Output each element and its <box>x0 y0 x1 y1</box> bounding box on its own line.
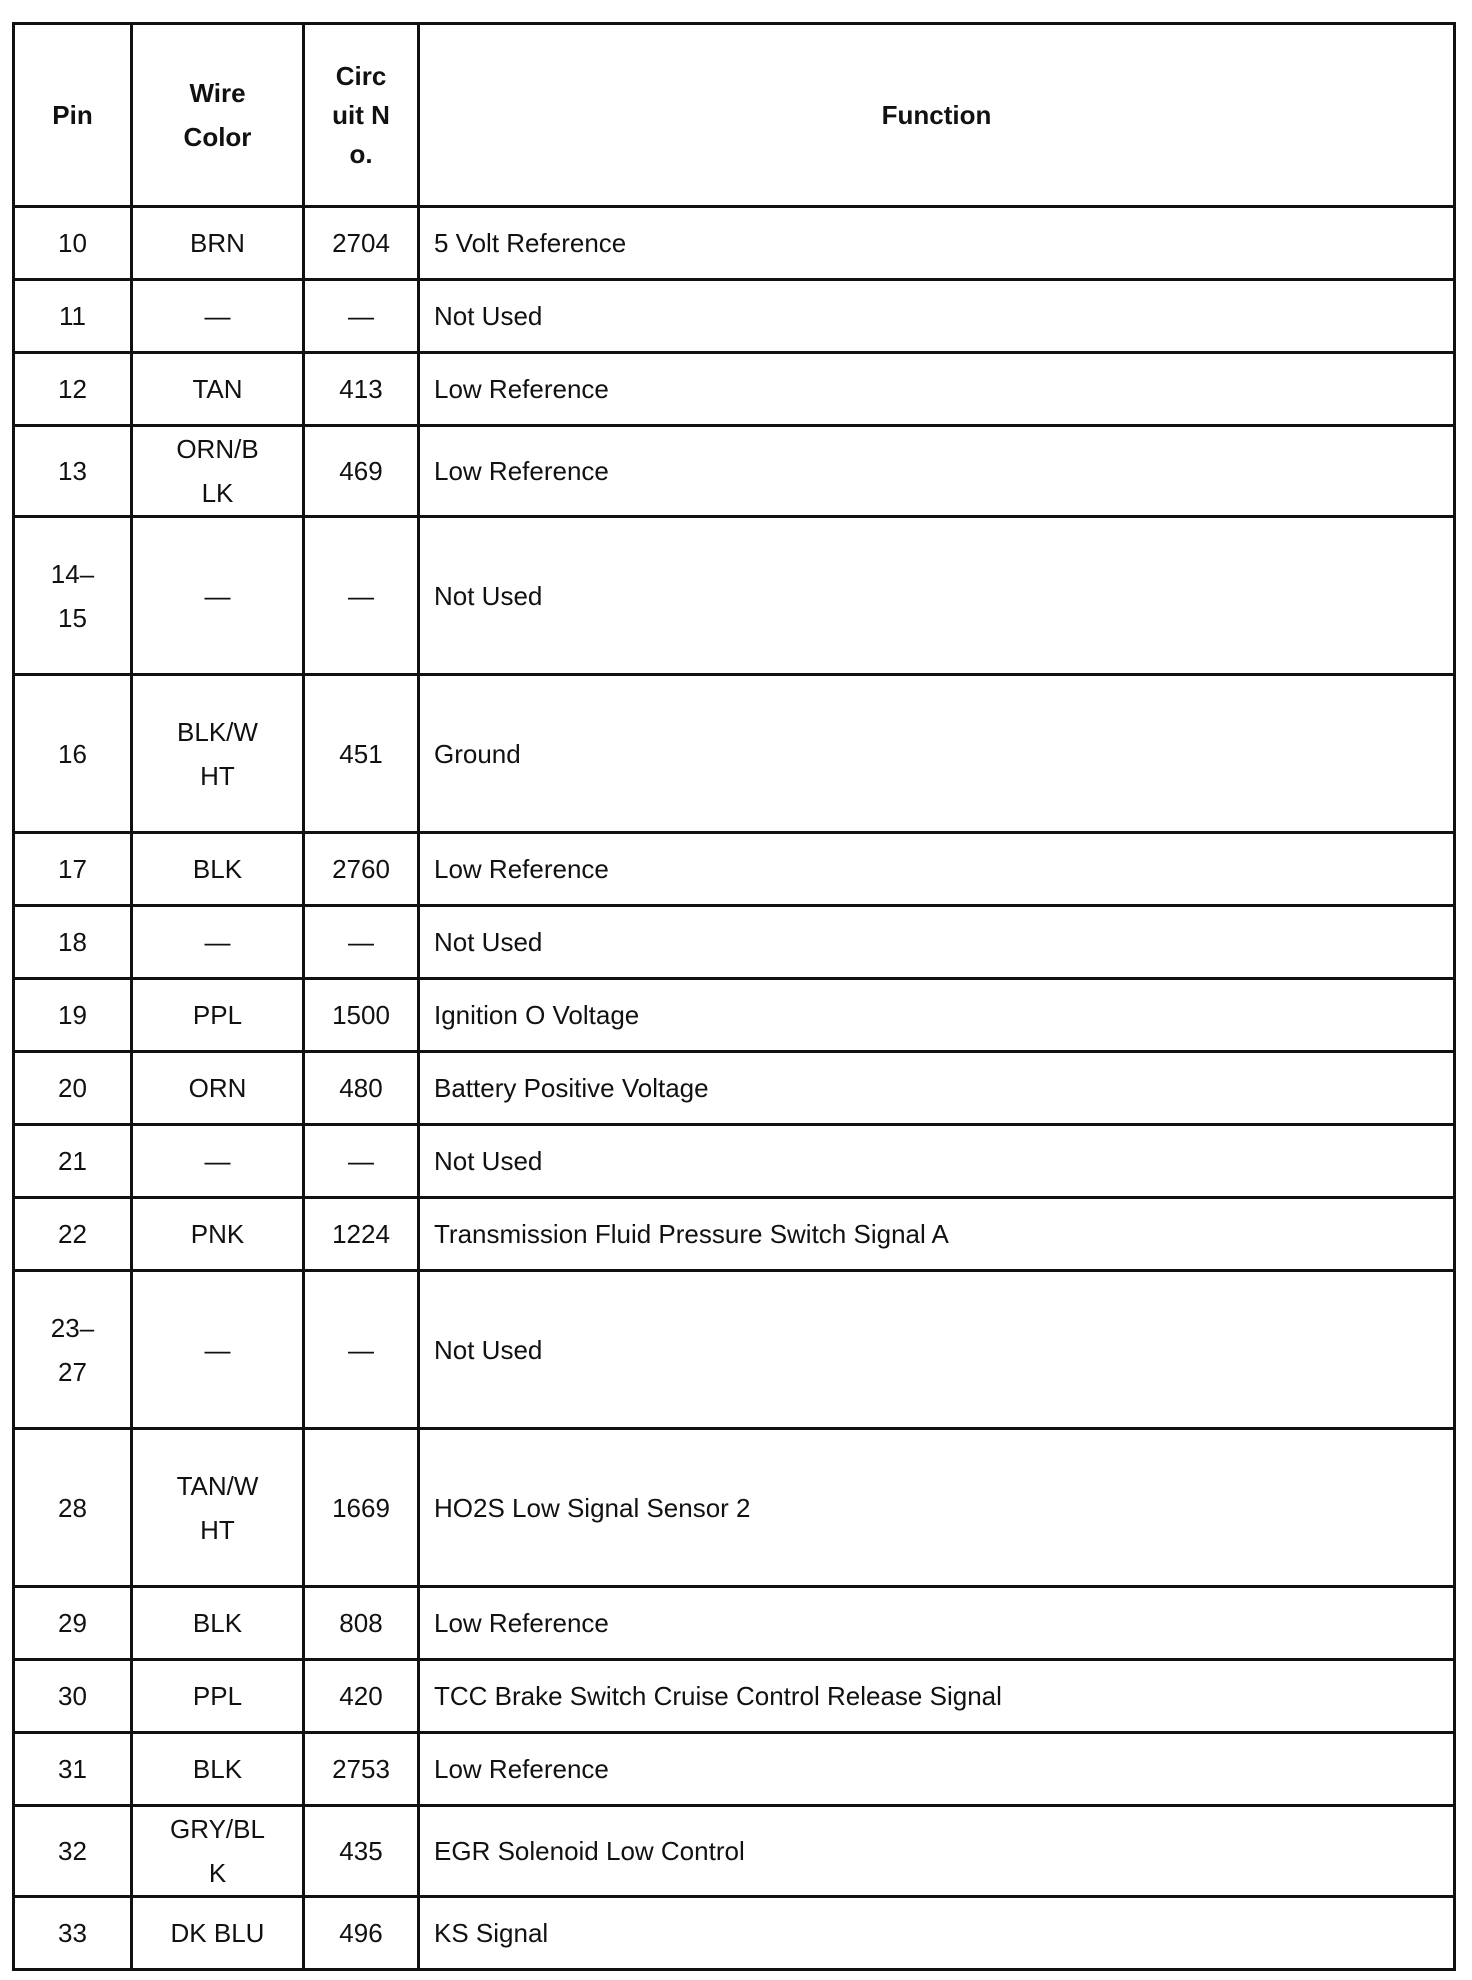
wire-color-value: BLK/WHT <box>177 716 258 791</box>
wire-color-value: — <box>204 927 231 957</box>
wire-color-cell <box>132 1271 304 1429</box>
pin-value: 23–27 <box>50 1312 95 1387</box>
table-row <box>14 1429 1455 1587</box>
function-cell: Low Reference <box>419 1733 1455 1806</box>
header-circuit-no-label: Circuit No. <box>332 60 390 169</box>
pin-cell <box>14 979 132 1052</box>
wire-color-cell <box>132 426 304 517</box>
pin-cell <box>14 833 132 906</box>
circuit-no-cell: 480 <box>304 1052 419 1125</box>
wire-color-cell <box>132 353 304 426</box>
circuit-no-cell: 2753 <box>304 1733 419 1806</box>
pin-value: 16 <box>58 738 87 769</box>
pin-cell <box>14 426 132 517</box>
circuit-no-cell: 451 <box>304 675 419 833</box>
table-header-row <box>14 24 1455 207</box>
table-row <box>14 280 1455 353</box>
function-cell: KS Signal <box>419 1897 1455 1970</box>
table-row <box>14 1052 1455 1125</box>
header-function: Function <box>419 24 1455 207</box>
table-body <box>14 207 1455 1970</box>
circuit-no-cell: 435 <box>304 1806 419 1897</box>
wire-color-cell <box>132 1587 304 1660</box>
wire-color-cell <box>132 675 304 833</box>
circuit-no-cell: 413 <box>304 353 419 426</box>
function-cell: Low Reference <box>419 353 1455 426</box>
function-cell: Ignition O Voltage <box>419 979 1455 1052</box>
circuit-no-cell: 1500 <box>304 979 419 1052</box>
pin-cell <box>14 1052 132 1125</box>
table-row <box>14 1897 1455 1970</box>
header-pin: Pin <box>14 24 132 207</box>
table-row <box>14 833 1455 906</box>
wire-color-value: — <box>204 301 231 331</box>
table-row <box>14 426 1455 517</box>
wire-color-value: BLK <box>192 1608 243 1638</box>
pin-value: 19 <box>58 1000 87 1030</box>
pin-cell <box>14 1587 132 1660</box>
pin-cell <box>14 517 132 675</box>
wire-color-value: — <box>204 1146 231 1176</box>
pin-value: 28 <box>58 1492 87 1523</box>
wire-color-cell <box>132 1125 304 1198</box>
pin-value: 22 <box>58 1219 87 1249</box>
circuit-no-cell: — <box>304 1125 419 1198</box>
pin-value: 30 <box>58 1681 87 1711</box>
wire-color-value: TAN <box>192 374 243 404</box>
table-row <box>14 1660 1455 1733</box>
pin-value: 31 <box>58 1754 87 1784</box>
pin-cell <box>14 1806 132 1897</box>
wire-color-value: — <box>204 1334 231 1365</box>
function-cell: Battery Positive Voltage <box>419 1052 1455 1125</box>
table-row <box>14 1271 1455 1429</box>
circuit-no-cell: 808 <box>304 1587 419 1660</box>
wire-color-cell <box>132 1733 304 1806</box>
pin-cell <box>14 675 132 833</box>
pin-value: 18 <box>58 927 87 957</box>
pin-value: 10 <box>58 228 87 258</box>
circuit-no-cell: 1669 <box>304 1429 419 1587</box>
header-wire-color-label: Wire Color <box>183 78 252 152</box>
circuit-no-cell: — <box>304 1271 419 1429</box>
circuit-no-cell: 2704 <box>304 207 419 280</box>
pin-cell <box>14 1125 132 1198</box>
wire-color-value: DK BLU <box>170 1918 265 1948</box>
function-cell: Low Reference <box>419 1587 1455 1660</box>
circuit-no-cell: 496 <box>304 1897 419 1970</box>
wire-color-value: — <box>204 580 231 611</box>
wire-color-value: ORN/BLK <box>176 434 259 508</box>
function-cell: Not Used <box>419 906 1455 979</box>
circuit-no-cell: 420 <box>304 1660 419 1733</box>
wire-color-value: PPL <box>192 1681 243 1711</box>
function-cell: Transmission Fluid Pressure Switch Signal A <box>419 1198 1455 1271</box>
circuit-no-cell: — <box>304 906 419 979</box>
table-row <box>14 1198 1455 1271</box>
wire-color-value: GRY/BLK <box>170 1814 265 1888</box>
pin-cell <box>14 353 132 426</box>
wire-color-value: BRN <box>190 228 245 258</box>
wire-color-value: PPL <box>192 1000 243 1030</box>
pin-cell <box>14 1733 132 1806</box>
table-row <box>14 207 1455 280</box>
pin-value: 11 <box>59 301 86 331</box>
pin-cell <box>14 1271 132 1429</box>
wire-color-cell <box>132 1660 304 1733</box>
wire-color-cell <box>132 207 304 280</box>
wire-color-value: BLK <box>192 854 243 884</box>
circuit-no-cell: 1224 <box>304 1198 419 1271</box>
table-row <box>14 1125 1455 1198</box>
function-cell: Not Used <box>419 1271 1455 1429</box>
connector-pinout-table <box>12 22 1456 1971</box>
pin-cell <box>14 906 132 979</box>
pin-cell <box>14 1897 132 1970</box>
wire-color-cell <box>132 517 304 675</box>
circuit-no-cell: — <box>304 517 419 675</box>
function-cell: Ground <box>419 675 1455 833</box>
function-cell: Not Used <box>419 517 1455 675</box>
table-row <box>14 1587 1455 1660</box>
wire-color-value: BLK <box>192 1754 243 1784</box>
pin-value: 17 <box>58 854 87 884</box>
wire-color-cell <box>132 280 304 353</box>
function-cell: Low Reference <box>419 833 1455 906</box>
wire-color-cell <box>132 1897 304 1970</box>
wire-color-value: ORN <box>188 1073 247 1103</box>
wire-color-cell <box>132 906 304 979</box>
pin-value: 33 <box>58 1918 87 1948</box>
circuit-no-cell: 2760 <box>304 833 419 906</box>
circuit-no-cell: 469 <box>304 426 419 517</box>
table-row <box>14 1733 1455 1806</box>
wire-color-value: PNK <box>190 1219 245 1249</box>
wire-color-value: TAN/WHT <box>176 1470 259 1545</box>
wire-color-cell <box>132 1429 304 1587</box>
pin-value: 14–15 <box>50 558 95 633</box>
wire-color-cell <box>132 979 304 1052</box>
pin-cell <box>14 1429 132 1587</box>
header-wire-color <box>132 24 304 207</box>
pin-cell <box>14 1198 132 1271</box>
wire-color-cell <box>132 1198 304 1271</box>
pin-value: 21 <box>58 1146 87 1176</box>
function-cell: Low Reference <box>419 426 1455 517</box>
function-cell: Not Used <box>419 280 1455 353</box>
pin-value: 20 <box>58 1073 87 1103</box>
circuit-no-cell: — <box>304 280 419 353</box>
pin-cell <box>14 280 132 353</box>
pin-cell <box>14 1660 132 1733</box>
pin-cell <box>14 207 132 280</box>
function-cell: EGR Solenoid Low Control <box>419 1806 1455 1897</box>
pin-value: 12 <box>58 374 87 404</box>
table-row <box>14 353 1455 426</box>
pin-value: 32 <box>58 1836 87 1866</box>
table-row <box>14 979 1455 1052</box>
table-row <box>14 1806 1455 1897</box>
wire-color-cell <box>132 1052 304 1125</box>
pin-value: 13 <box>58 456 87 486</box>
wire-color-cell <box>132 1806 304 1897</box>
header-circuit-no <box>304 24 419 207</box>
function-cell: Not Used <box>419 1125 1455 1198</box>
function-cell: HO2S Low Signal Sensor 2 <box>419 1429 1455 1587</box>
pin-value: 29 <box>58 1608 87 1638</box>
wire-color-cell <box>132 833 304 906</box>
table-row <box>14 906 1455 979</box>
table-row <box>14 675 1455 833</box>
function-cell: 5 Volt Reference <box>419 207 1455 280</box>
function-cell: TCC Brake Switch Cruise Control Release Signal <box>419 1660 1455 1733</box>
table-row <box>14 517 1455 675</box>
